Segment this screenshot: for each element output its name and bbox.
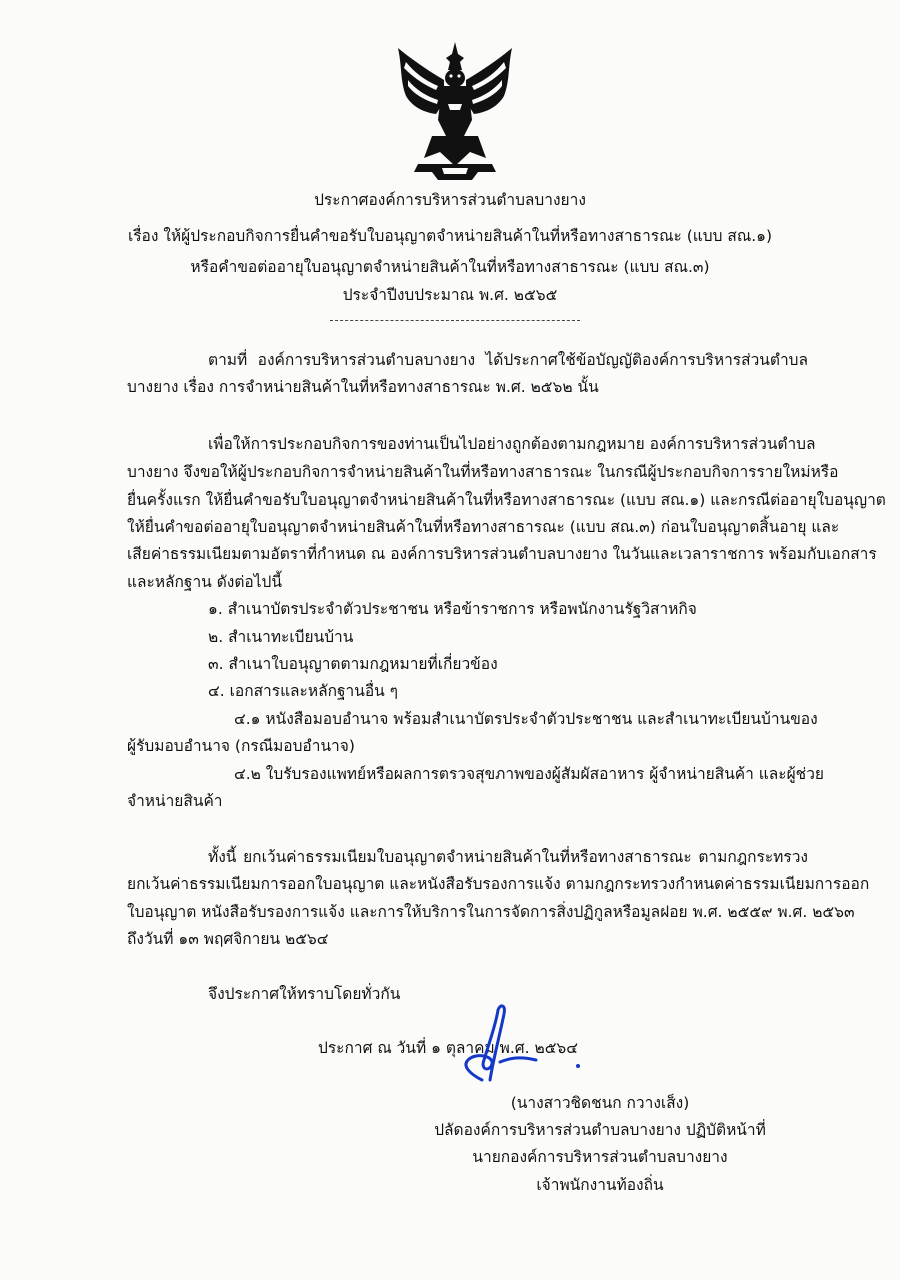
- garuda-emblem: [392, 40, 518, 188]
- list-sub-item-1: ๔.๑ หนังสือมอบอำนาจ พร้อมสำเนาบัตรประจำตัวประชาชน และสำเนาทะเบียนบ้านของ: [234, 710, 818, 728]
- fiscal-year: ประจำปีงบประมาณ พ.ศ. ๒๕๖๕: [342, 286, 558, 304]
- para1-line2: บางยาง เรื่อง การจำหน่ายสินค้าในที่หรือทางสาธารณะ พ.ศ. ๒๕๖๒ นั้น: [127, 378, 599, 396]
- para2-line4: ให้ยื่นคำขอต่ออายุใบอนุญาตจำหน่ายสินค้าในที่หรือทางสาธารณะ (แบบ สณ.๓) ก่อนใบอนุญาตสิ้นอายุ และ: [127, 518, 840, 536]
- para1-line1: ตามที่ องค์การบริหารส่วนตำบลบางยาง ได้ประกาศใช้ข้อบัญญัติองค์การบริหารส่วนตำบล: [208, 351, 808, 369]
- list-sub-item-1-cont: ผู้รับมอบอำนาจ (กรณีมอบอำนาจ): [127, 737, 355, 755]
- para3-line2: ยกเว้นค่าธรรมเนียมการออกใบอนุญาต และหนังสือรับรองการแจ้ง ตามกฎกระทรวงกำหนดค่าธรรมเนียมการออก: [127, 875, 870, 893]
- signer-title-3: เจ้าพนักงานท้องถิ่น: [536, 1176, 664, 1194]
- list-item-1: ๑. สำเนาบัตรประจำตัวประชาชน หรือข้าราชการ หรือพนักงานรัฐวิสาหกิจ: [208, 600, 697, 618]
- para2-line2: บางยาง จึงขอให้ผู้ประกอบกิจการจำหน่ายสินค้าในที่หรือทางสาธารณะ ในกรณีผู้ประกอบกิจการรายใหม่หรือ: [127, 463, 839, 481]
- list-item-3: ๓. สำเนาใบอนุญาตตามกฎหมายที่เกี่ยวข้อง: [208, 655, 498, 673]
- announce-line: จึงประกาศให้ทราบโดยทั่วกัน: [208, 985, 401, 1003]
- header-divider: [330, 320, 580, 321]
- para2-line6: และหลักฐาน ดังต่อไปนี้: [127, 573, 282, 591]
- para3-line3: ใบอนุญาต หนังสือรับรองการแจ้ง และการให้บริการในการจัดการสิ่งปฏิกูลหรือมูลฝอย พ.ศ. ๒๕๕๙ พ.ศ. ๒๕๖๓: [127, 903, 855, 921]
- signer-title-1: ปลัดองค์การบริหารส่วนตำบลบางยาง ปฏิบัติหน้าที่: [434, 1121, 766, 1139]
- signer-name: (นางสาวชิดชนก กวางเส็ง): [510, 1094, 690, 1112]
- signature: [440, 1000, 600, 1085]
- announcement-subject: เรื่อง ให้ผู้ประกอบกิจการยื่นคำขอรับใบอนุญาตจำหน่ายสินค้าในที่หรือทางสาธารณะ (แบบ สณ.๑): [127, 227, 773, 245]
- para3-line1: ทั้งนี้ ยกเว้นค่าธรรมเนียมใบอนุญาตจำหน่ายสินค้าในที่หรือทางสาธารณะ ตามกฎกระทรวง: [208, 848, 808, 866]
- para2-line5: เสียค่าธรรมเนียมตามอัตราที่กำหนด ณ องค์การบริหารส่วนตำบลบางยาง ในวันและเวลาราชการ พร้อมกับเอกสาร: [127, 545, 877, 563]
- announcement-title: ประกาศองค์การบริหารส่วนตำบลบางยาง: [314, 191, 586, 209]
- signer-title-2: นายกองค์การบริหารส่วนตำบลบางยาง: [472, 1148, 728, 1166]
- announce-date: ประกาศ ณ วันที่ ๑ ตุลาคม พ.ศ. ๒๕๖๔: [318, 1039, 578, 1057]
- list-sub-item-2: ๔.๒ ใบรับรองแพทย์หรือผลการตรวจสุขภาพของผู้สัมผัสอาหาร ผู้จำหน่ายสินค้า และผู้ช่วย: [234, 765, 824, 783]
- announcement-subject-line2: หรือคำขอต่ออายุใบอนุญาตจำหน่ายสินค้าในที่หรือทางสาธารณะ (แบบ สณ.๓): [190, 258, 710, 276]
- list-item-2: ๒. สำเนาทะเบียนบ้าน: [208, 628, 354, 646]
- para2-line3: ยื่นครั้งแรก ให้ยื่นคำขอรับใบอนุญาตจำหน่ายสินค้าในที่หรือทางสาธารณะ (แบบ สณ.๑) และกรณีต่ออายุใบอนุญาต: [127, 491, 886, 509]
- list-item-4: ๔. เอกสารและหลักฐานอื่น ๆ: [208, 682, 398, 700]
- para2-line1: เพื่อให้การประกอบกิจการของท่านเป็นไปอย่างถูกต้องตามกฎหมาย องค์การบริหารส่วนตำบล: [208, 435, 816, 453]
- list-sub-item-2-cont: จำหน่ายสินค้า: [127, 792, 223, 810]
- para3-line4: ถึงวันที่ ๑๓ พฤศจิกายน ๒๕๖๔: [127, 930, 329, 948]
